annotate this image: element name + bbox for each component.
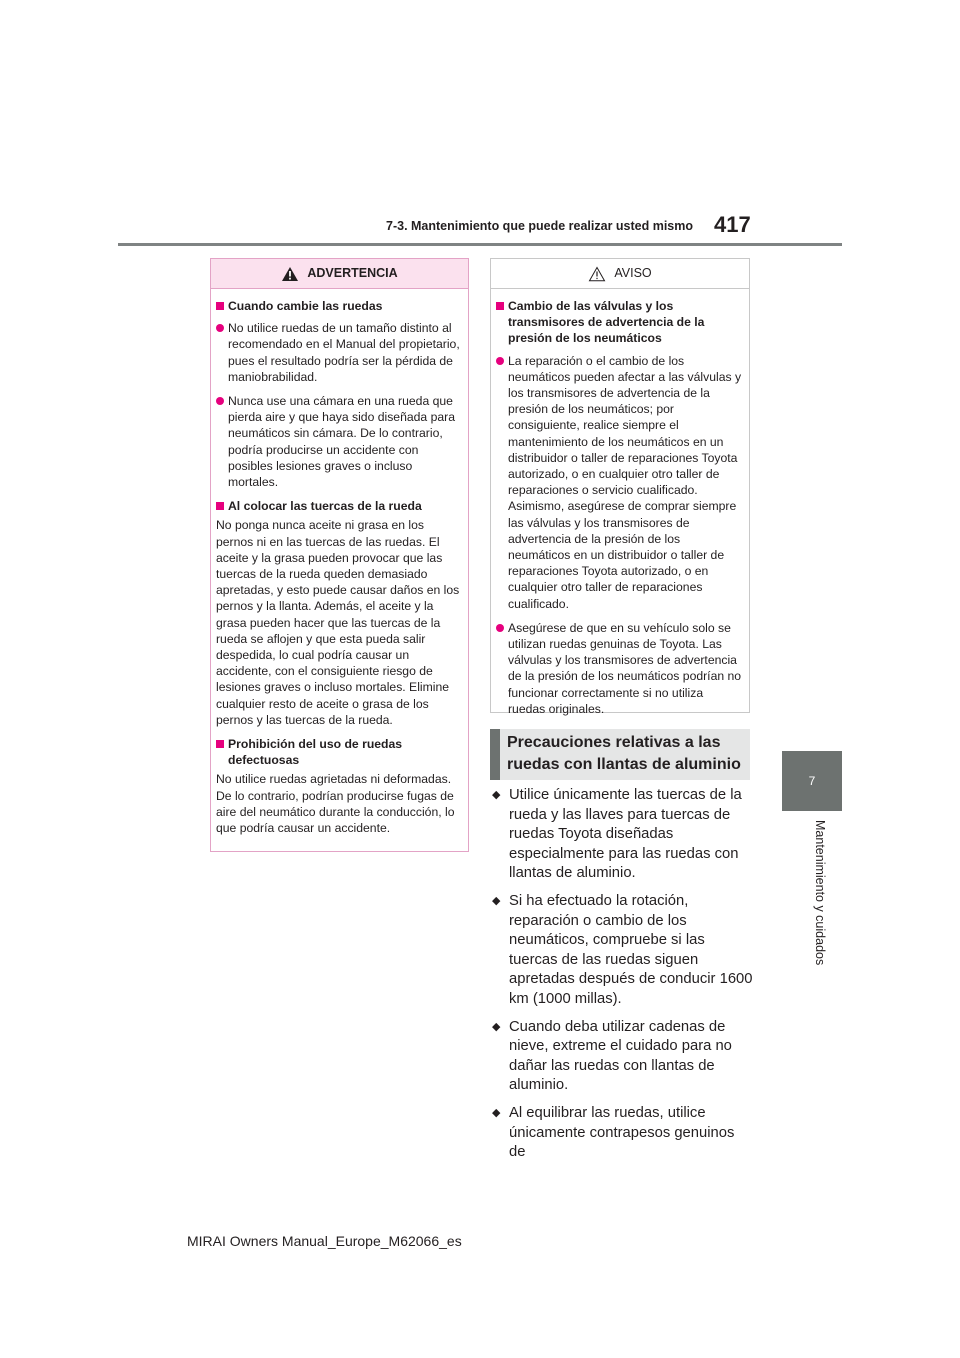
chapter-tab: 7	[782, 751, 842, 811]
section-heading: Precauciones relativas a las ruedas con llantas de aluminio	[490, 729, 750, 780]
diamond-bullet-icon	[492, 786, 509, 884]
square-bullet-icon	[216, 298, 228, 314]
diamond-bullet-icon	[492, 892, 509, 1010]
square-bullet-icon	[216, 498, 228, 514]
warning-box-header	[211, 259, 468, 289]
circle-bullet-icon	[496, 620, 508, 717]
warning-paragraph: No utilice ruedas agrietadas ni deformadas. De lo contrario, podrían producirse fugas de aire del neumático durante la conducción, lo que podría causar un accidente.	[216, 772, 455, 836]
page-number: 417	[714, 212, 751, 237]
warning-subheading: Cuando cambie las ruedas	[216, 298, 462, 314]
warning-paragraph: No ponga nunca aceite ni grasa en los pernos ni en las tuercas de las ruedas. El aceite y la grasa pueden provocar que las tuercas de la rueda queden demasiado apretadas, y esto puede causar daños en los pernos y la llanta. Además, el aceite y la grasa pueden hacer que las tuercas de la rueda se aflojen y que esta pueda salir despedida, lo cual podría causar un accidente, con el consiguiente riesgo de lesiones graves o incluso mortales. Elimine cualquier resto de aceite o grasa de los pernos y las tuercas de la rueda.	[216, 518, 460, 727]
circle-bullet-icon	[496, 353, 508, 612]
warning-box-title: ADVERTENCIA	[307, 266, 398, 281]
warning-bullet: Nunca use una cámara en una rueda que pierda aire y que haya sido diseñada para neumáticos sin cámara. De lo contrario, podría producirse un accidente con posibles lesiones graves o incluso mortales.	[216, 393, 462, 490]
warning-box	[210, 258, 469, 852]
notice-bullet: La reparación o el cambio de los neumáticos pueden afectar a las válvulas y los transmisores de advertencia de la presión de los neumáticos; por consiguiente, realice siempre el mantenimiento de los neumáticos en un distribuidor o taller de reparaciones Toyota autorizado, o en cualquier otro taller de reparaciones o servicio cualificado. Asimismo, asegúrese de comprar siempre las válvulas y los transmisores de advertencia de la presión de los neumáticos en un distribuidor o taller de reparaciones Toyota autorizado, o en cualquier otro taller de reparaciones cualificado.	[496, 353, 743, 612]
warning-triangle-icon	[281, 266, 299, 282]
list-item: ◆ Al equilibrar las ruedas, utilice únicamente contrapesos genuinos de	[492, 1104, 754, 1163]
section-title: 7-3. Mantenimiento que puede realizar usted mismo	[386, 219, 694, 233]
main-list	[492, 786, 754, 1171]
notice-triangle-icon	[588, 266, 606, 282]
diamond-bullet-icon	[492, 1018, 509, 1096]
chapter-label: Mantenimiento y cuidados	[813, 820, 827, 966]
notice-box-title: AVISO	[614, 266, 652, 281]
notice-box	[490, 258, 750, 716]
warning-bullet: No utilice ruedas de un tamaño distinto al recomendado en el Manual del propietario, pues el resultado podría ser la pérdida de maniobrabilidad.	[216, 320, 462, 385]
notice-box-header	[491, 259, 749, 289]
list-item: ◆ Cuando deba utilizar cadenas de nieve, extreme el cuidado para no dañar las ruedas con llantas de aluminio.	[492, 1018, 754, 1096]
notice-subheading: Cambio de las válvulas y los transmisores de advertencia de la presión de los neumáticos	[496, 298, 743, 347]
list-item: ◆ Utilice únicamente las tuercas de la rueda y las llaves para tuercas de ruedas Toyota diseñadas especialmente para las ruedas con llantas de aluminio.	[492, 786, 754, 884]
notice-bullet: Asegúrese de que en su vehículo solo se utilizan ruedas genuinas de Toyota. Las válvulas y los transmisores de advertencia de la presión de los neumáticos podrían no funcionar correctamente si no utiliza ruedas originales.	[496, 620, 743, 717]
circle-bullet-icon	[216, 393, 228, 490]
header-rule	[118, 243, 842, 246]
warning-subheading: Al colocar las tuercas de la rueda	[216, 498, 462, 514]
square-bullet-icon	[216, 736, 228, 768]
list-item: ◆ Si ha efectuado la rotación, reparación o cambio de los neumáticos, compruebe si las tuercas de las ruedas siguen apretadas después de conducir 1600 km (1000 millas).	[492, 892, 754, 1010]
diamond-bullet-icon	[492, 1104, 509, 1163]
warning-subheading: Prohibición del uso de ruedas defectuosas	[216, 736, 462, 768]
circle-bullet-icon	[216, 320, 228, 385]
footer-text: MIRAI Owners Manual_Europe_M62066_es	[187, 1233, 462, 1249]
square-bullet-icon	[496, 298, 508, 347]
